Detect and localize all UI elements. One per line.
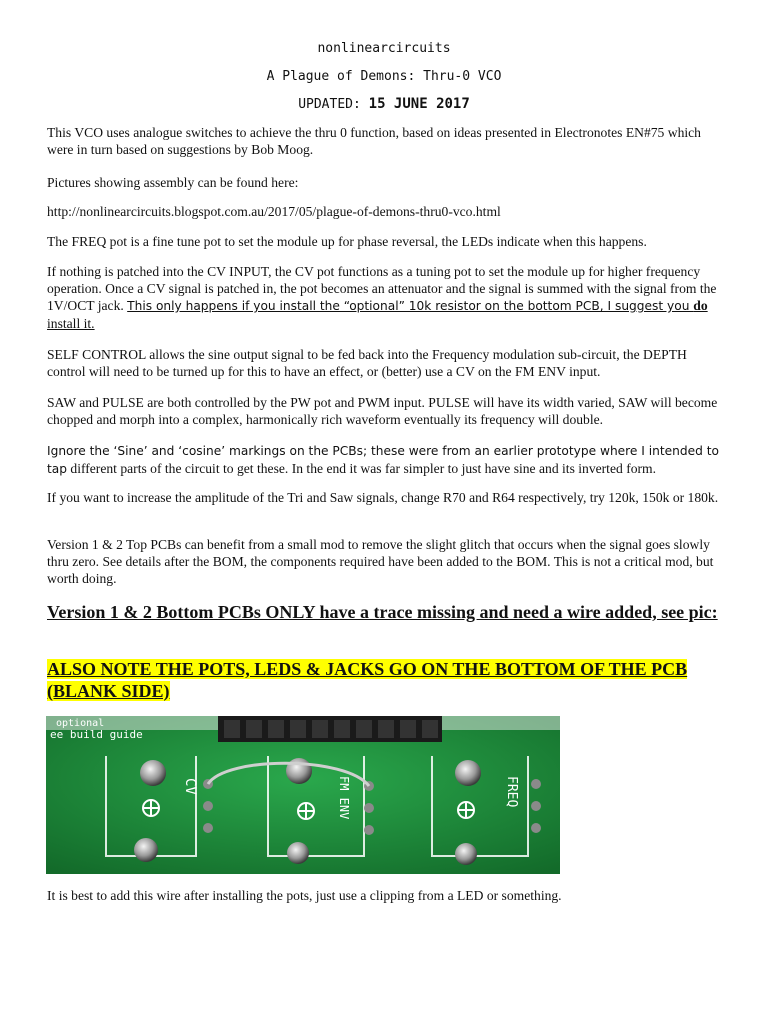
updated-date: 15 JUNE 2017 — [368, 96, 470, 112]
bottom-pcb-heading: Version 1 & 2 Bottom PCBs ONLY have a trace missing and need a wire added, see pic: — [47, 602, 718, 622]
freq-paragraph: The FREQ pot is a fine tune pot to set the module up for phase reversal, the LEDs indicate when this happens. — [47, 234, 647, 249]
site-name: nonlinearcircuits — [317, 41, 451, 56]
blog-url[interactable]: http://nonlinearcircuits.blogspot.com.au/2017/05/plague-of-demons-thru0-vco.html — [47, 204, 501, 219]
do-emphasis: do — [693, 298, 708, 313]
label-cv: CV — [182, 778, 198, 795]
amplitude-paragraph: If you want to increase the amplitude of the Tri and Saw signals, change R70 and R64 respectively, try 120k, 150k or 180k. — [47, 490, 719, 505]
wire-tip-paragraph: It is best to add this wire after installing the pots, just use a clipping from a LED or something. — [47, 888, 562, 903]
pcb-photo-image — [46, 716, 560, 874]
sine-cosine-paragraph — [47, 442, 719, 478]
pictures-paragraph: Pictures showing assembly can be found here: — [47, 175, 299, 190]
cv-input-text: If nothing is patched into the CV INPUT, the CV pot functions as a tuning pot to set the module up for higher frequency operation. Once a CV signal is patched in, the pot becomes an attenuator and the signal is summed with the signal from the 1V/OCT jack. — [47, 264, 717, 313]
saw-pulse-paragraph: SAW and PULSE are both controlled by the PW pot and PWM input. PULSE will have its width varied, SAW will become chopped and morph into a complex, harmonically rich waveform eventually its frequency will double. — [47, 395, 718, 427]
sine-cosine-line2: different parts of the circuit to get these. In the end it was far simpler to just have sine and its inverted form. — [70, 461, 657, 476]
optional-resistor-text: This only happens if you install the “optional” 10k resistor on the bottom PCB, I suggest you — [127, 299, 694, 313]
install-it-text: install it. — [47, 316, 95, 331]
updated-line — [0, 96, 768, 112]
label-freq: FREQ — [504, 776, 519, 808]
silk-build-guide: ee build guide — [50, 728, 143, 741]
pots-note-heading — [47, 658, 719, 702]
pcb-photo — [46, 716, 560, 874]
label-fm-env: FM ENV — [337, 776, 351, 820]
intro-paragraph: This VCO uses analogue switches to achieve the thru 0 function, based on ideas presented in Electronotes EN#75 which were in turn based on suggestions by Bob Moog. — [47, 125, 701, 157]
cv-input-paragraph — [47, 263, 719, 332]
silk-optional: optional — [56, 718, 105, 729]
header-connector — [218, 716, 442, 742]
top-pcb-mod-paragraph: Version 1 & 2 Top PCBs can benefit from a small mod to remove the slight glitch that occurs when the signal goes slowly thru zero. See details after the BOM, the components required have been added to the BOM. This is not a critical mod, but worth doing. — [47, 537, 714, 586]
updated-label: UPDATED: — [298, 97, 361, 112]
self-control-paragraph: SELF CONTROL allows the sine output signal to be fed back into the Frequency modulation sub-circuit, the DEPTH control will need to be turned up for this to have an effect, or (better) use a CV on the FM ENV input. — [47, 347, 687, 379]
sine-cosine-line1: Ignore the ‘Sine’ and ‘cosine’ markings on the PCBs; these were from an earlier prototype where I intended to tap — [47, 444, 719, 476]
optional-resistor-note — [47, 298, 708, 331]
pots-note-highlight: ALSO NOTE THE POTS, LEDS & JACKS GO ON THE BOTTOM OF THE PCB (BLANK SIDE) — [47, 659, 688, 701]
doc-title: A Plague of Demons: Thru-0 VCO — [266, 69, 502, 84]
